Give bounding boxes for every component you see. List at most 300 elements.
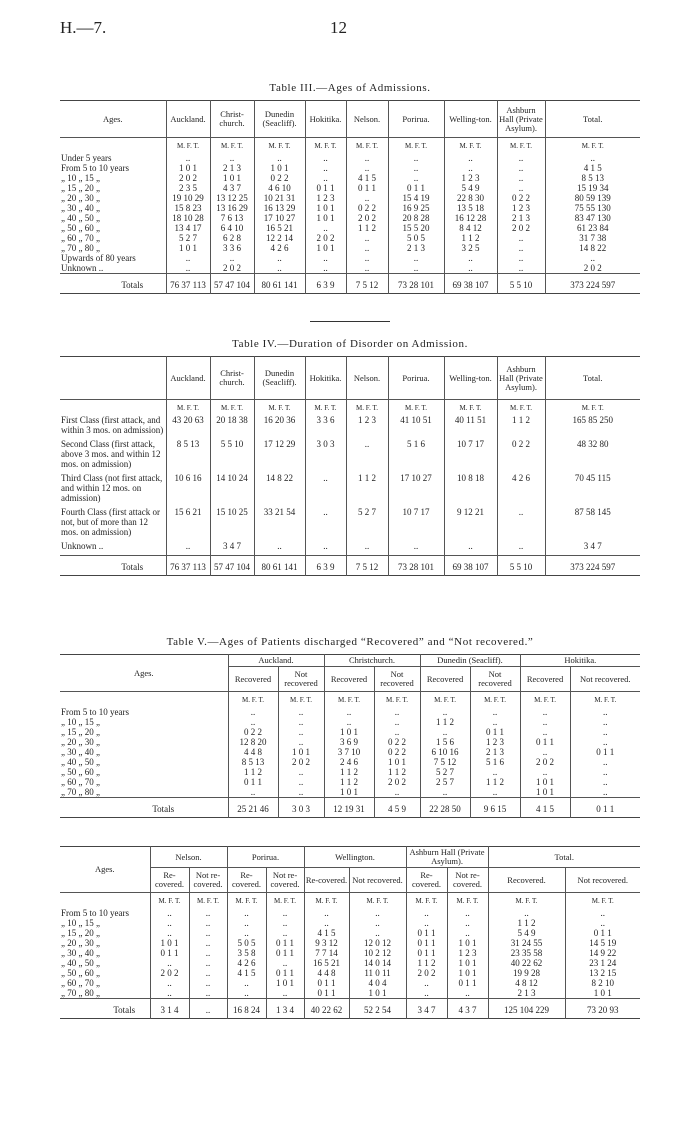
table5-sub-header: Re-covered. <box>304 868 349 893</box>
table-cell: 4 2 6 <box>497 473 545 507</box>
table-cell: .. <box>374 727 420 737</box>
table5-sub-header: Not re-covered. <box>447 868 488 893</box>
table-cell: .. <box>497 253 545 263</box>
totals-cell: 16 8 24 <box>227 999 266 1019</box>
table-cell: .. <box>346 163 388 173</box>
table-cell: 3 6 9 <box>324 737 374 747</box>
table-row <box>60 717 640 727</box>
table4-class-header <box>60 357 166 400</box>
table-cell: 1 1 2 <box>228 767 278 777</box>
table4-group-header: Hokitika. <box>305 357 346 400</box>
table-cell: .. <box>346 153 388 163</box>
totals-row <box>60 798 640 818</box>
table-row <box>60 243 640 253</box>
mft-spacer <box>60 400 166 416</box>
mft-legend: M. F. T. <box>228 692 278 708</box>
table-cell: 1 0 1 <box>278 747 324 757</box>
totals-cell: 69 38 107 <box>444 274 497 294</box>
table-cell: .. <box>470 767 520 777</box>
table-cell: 4 4 8 <box>228 747 278 757</box>
table-cell: 2 0 2 <box>406 968 447 978</box>
mft-legend: M. F. T. <box>254 400 305 416</box>
row-label: Upwards of 80 years <box>60 253 166 263</box>
table-cell: .. <box>406 918 447 928</box>
table3-group-header: Porirua. <box>388 101 444 138</box>
mft-legend: M. F. T. <box>497 400 545 416</box>
table-cell: .. <box>346 233 388 243</box>
totals-cell: 1 3 4 <box>266 999 304 1019</box>
table-row <box>60 173 640 183</box>
table-cell: 15 5 20 <box>388 223 444 233</box>
table-cell: .. <box>278 707 324 717</box>
row-label: Unknown .. <box>60 263 166 274</box>
table-cell: .. <box>488 908 565 918</box>
table3-group-header: Welling-ton. <box>444 101 497 138</box>
table-cell: .. <box>305 223 346 233</box>
mft-legend: M. F. T. <box>278 692 324 708</box>
table-cell: 1 1 2 <box>497 415 545 439</box>
table5-sub-header: Not recovered. <box>565 868 640 893</box>
table-cell: 16 5 21 <box>304 958 349 968</box>
totals-cell: .. <box>189 999 227 1019</box>
table-cell: 0 1 1 <box>346 183 388 193</box>
totals-cell: 80 61 141 <box>254 556 305 576</box>
mft-legend: M. F. T. <box>581 142 604 150</box>
table-cell: 4 1 5 <box>227 968 266 978</box>
table-cell: .. <box>305 153 346 163</box>
mft-legend: M. F. T. <box>591 897 614 905</box>
table-cell: .. <box>603 707 608 717</box>
table5-group-header: Wellington. <box>304 847 406 868</box>
table-cell: 1 0 1 <box>305 213 346 223</box>
row-label: „ 10 „ 15 „ <box>60 717 228 727</box>
table-cell: 1 0 1 <box>447 968 488 978</box>
table-cell: .. <box>189 918 227 928</box>
table-cell: .. <box>388 253 444 263</box>
table-cell: .. <box>447 908 488 918</box>
table-cell: .. <box>346 253 388 263</box>
table5-part1 <box>60 654 640 818</box>
totals-label: Totals <box>60 798 228 818</box>
table-cell: 1 2 3 <box>447 948 488 958</box>
table-cell: 0 1 1 <box>447 978 488 988</box>
table-cell: 12 8 20 <box>228 737 278 747</box>
table-cell: 19 10 29 <box>166 193 210 203</box>
table-cell: 1 0 1 <box>324 727 374 737</box>
table5-sub-header: Re-covered. <box>406 868 447 893</box>
row-label: From 5 to 10 years <box>60 163 166 173</box>
table5-sub-header: Not recovered. <box>349 868 406 893</box>
table-cell: 3 4 7 <box>583 541 602 551</box>
table5-caption: Table V.—Ages of Patients discharged “Recovered” and “Not recovered.” <box>166 636 534 648</box>
table3-group-header: Nelson. <box>346 101 388 138</box>
table-cell: 1 0 1 <box>520 787 570 798</box>
table-cell: .. <box>374 707 420 717</box>
table-cell: .. <box>189 988 227 999</box>
table-cell: .. <box>420 787 470 798</box>
table-row <box>60 415 640 439</box>
table-cell: 0 2 2 <box>497 439 545 473</box>
table-cell: .. <box>278 787 324 798</box>
table-cell: 1 2 3 <box>444 173 497 183</box>
table-cell: 15 10 25 <box>210 507 254 541</box>
table-cell: .. <box>254 253 305 263</box>
row-label: From 5 to 10 years <box>60 908 150 918</box>
table-cell: .. <box>189 968 227 978</box>
mft-legend: M. F. T. <box>406 893 447 909</box>
row-label: „ 10 „ 15 „ <box>60 918 150 928</box>
table-row <box>60 253 640 263</box>
table-cell: 1 1 2 <box>444 233 497 243</box>
table-row <box>60 263 640 274</box>
table-cell: 80 59 139 <box>574 193 611 203</box>
table-cell: .. <box>278 727 324 737</box>
table-row <box>60 948 640 958</box>
table5-sub-header: Recovered <box>520 667 570 692</box>
table-cell: 1 2 3 <box>346 415 388 439</box>
table-cell: 12 2 14 <box>254 233 305 243</box>
table-cell: 0 2 2 <box>497 193 545 203</box>
table-cell: .. <box>406 978 447 988</box>
table-cell: .. <box>603 787 608 797</box>
table-cell: 13 16 29 <box>210 203 254 213</box>
table-cell: .. <box>166 153 210 163</box>
totals-cell: 6 3 9 <box>305 274 346 294</box>
mft-legend: M. F. T. <box>304 893 349 909</box>
table-cell: .. <box>305 163 346 173</box>
table-cell: 19 9 28 <box>488 968 565 978</box>
table-cell: 0 1 1 <box>266 938 304 948</box>
table-cell: .. <box>420 707 470 717</box>
table-cell: .. <box>603 767 608 777</box>
table-cell: 6 4 10 <box>210 223 254 233</box>
table-cell: .. <box>166 263 210 274</box>
table-cell: .. <box>150 918 189 928</box>
table-cell: 7 7 14 <box>304 948 349 958</box>
table5-sub-header: Not recovered <box>278 667 324 692</box>
table-cell: .. <box>254 541 305 556</box>
table-cell: 4 8 12 <box>488 978 565 988</box>
row-label: „ 60 „ 70 „ <box>60 777 228 787</box>
table-cell: 0 1 1 <box>304 988 349 999</box>
table-cell: 15 6 21 <box>166 507 210 541</box>
mft-legend: M. F. T. <box>254 138 305 154</box>
table-cell: 15 19 34 <box>577 183 609 193</box>
table-cell: 1 1 2 <box>346 473 388 507</box>
table-cell: .. <box>520 707 570 717</box>
table-cell: 2 1 3 <box>497 213 545 223</box>
table-cell: .. <box>497 163 545 173</box>
table-cell: 40 22 62 <box>488 958 565 968</box>
row-label: Fourth Class (first attack or not, but of more than 12 mos. on admission) <box>60 507 166 541</box>
table-cell: .. <box>406 988 447 999</box>
table5-sub-header: Recovered <box>228 667 278 692</box>
table-cell: .. <box>254 153 305 163</box>
table-cell: .. <box>444 163 497 173</box>
table-cell: .. <box>278 737 324 747</box>
totals-cell: 5 5 10 <box>497 274 545 294</box>
mft-legend: M. F. T. <box>305 138 346 154</box>
row-label: „ 15 „ 20 „ <box>60 727 228 737</box>
table-cell: 6 2 8 <box>210 233 254 243</box>
table-cell: 3 3 6 <box>210 243 254 253</box>
table-cell: 23 35 58 <box>488 948 565 958</box>
table-cell: 1 0 1 <box>266 978 304 988</box>
table-cell: 0 1 1 <box>388 183 444 193</box>
mft-legend: M. F. T. <box>210 138 254 154</box>
table-cell: 165 85 250 <box>572 415 613 425</box>
table-cell: 0 1 1 <box>304 978 349 988</box>
totals-cell: 25 21 46 <box>228 798 278 818</box>
table-cell: 14 0 14 <box>349 958 406 968</box>
mft-legend: M. F. T. <box>520 692 570 708</box>
table-cell: .. <box>520 767 570 777</box>
table-cell: 1 2 3 <box>305 193 346 203</box>
totals-row <box>60 556 640 576</box>
totals-cell: 3 1 4 <box>150 999 189 1019</box>
table-cell: 2 1 3 <box>210 163 254 173</box>
table-cell: 16 12 28 <box>444 213 497 223</box>
mft-legend: M. F. T. <box>166 400 210 416</box>
table-cell: .. <box>497 153 545 163</box>
table-cell: 16 9 25 <box>388 203 444 213</box>
table-cell: 1 1 2 <box>324 777 374 787</box>
table3-group-header: Christ-church. <box>210 101 254 138</box>
table-cell: .. <box>388 541 444 556</box>
table-cell: 9 3 12 <box>304 938 349 948</box>
table-cell: .. <box>520 747 570 757</box>
table-cell: 13 12 25 <box>210 193 254 203</box>
table-cell: .. <box>189 958 227 968</box>
table-cell: 5 4 9 <box>488 928 565 938</box>
table5-sub-header: Recovered. <box>488 868 565 893</box>
row-label: Unknown .. <box>60 541 166 556</box>
table-row <box>60 988 640 999</box>
totals-cell: 9 6 15 <box>470 798 520 818</box>
table-cell: 10 2 12 <box>349 948 406 958</box>
table-cell: .. <box>150 928 189 938</box>
totals-cell: 22 28 50 <box>420 798 470 818</box>
table-row <box>60 707 640 717</box>
table-cell: .. <box>444 541 497 556</box>
row-label: „ 30 „ 40 „ <box>60 948 150 958</box>
table5-sub-header: Recovered <box>420 667 470 692</box>
table-cell: 9 12 21 <box>444 507 497 541</box>
table-cell: 41 10 51 <box>388 415 444 439</box>
section-divider <box>310 321 390 322</box>
table-cell: 1 0 1 <box>324 787 374 798</box>
mft-legend: M. F. T. <box>189 893 227 909</box>
table-row <box>60 918 640 928</box>
table-row <box>60 727 640 737</box>
table-cell: .. <box>266 908 304 918</box>
table-cell: .. <box>266 918 304 928</box>
table-cell: .. <box>346 193 388 203</box>
table-cell: .. <box>228 787 278 798</box>
table-cell: 13 5 18 <box>444 203 497 213</box>
mft-legend: M. F. T. <box>388 138 444 154</box>
table-cell: 13 4 17 <box>166 223 210 233</box>
mft-legend: M. F. T. <box>349 893 406 909</box>
table4-group-header: Total. <box>545 357 640 400</box>
table-cell: 0 1 1 <box>266 948 304 958</box>
totals-cell: 80 61 141 <box>254 274 305 294</box>
table-cell: 4 6 10 <box>254 183 305 193</box>
table-cell: 0 2 2 <box>228 727 278 737</box>
table3-group-header: Dunedin (Seacliff). <box>254 101 305 138</box>
table5-group-header: Nelson. <box>150 847 227 868</box>
table-cell: 5 2 7 <box>420 767 470 777</box>
table5-group-header: Christchurch. <box>324 655 420 667</box>
table-cell: 1 2 3 <box>497 203 545 213</box>
table-cell: .. <box>150 988 189 999</box>
table-cell: 3 0 3 <box>305 439 346 473</box>
table-cell: .. <box>520 727 570 737</box>
totals-row <box>60 274 640 294</box>
table-cell: 0 2 2 <box>374 747 420 757</box>
table-cell: 14 9 22 <box>589 948 617 958</box>
table-row <box>60 473 640 507</box>
table-cell: 22 8 30 <box>444 193 497 203</box>
totals-label: Totals <box>60 999 150 1019</box>
table-cell: .. <box>447 988 488 999</box>
table-cell: 20 18 38 <box>210 415 254 439</box>
table-cell: .. <box>210 253 254 263</box>
table-row <box>60 439 640 473</box>
table-cell: 10 7 17 <box>444 439 497 473</box>
table4-group-header: Auckland. <box>166 357 210 400</box>
table5-sub-header: Not recovered <box>374 667 420 692</box>
table-cell: 1 1 2 <box>324 767 374 777</box>
table5-sub-header: Re-covered. <box>227 868 266 893</box>
table-cell: 7 6 13 <box>210 213 254 223</box>
table5-sub-header: Not re-covered. <box>266 868 304 893</box>
table-cell: 48 32 80 <box>577 439 609 449</box>
table-cell: 1 0 1 <box>166 243 210 253</box>
totals-cell: 125 104 229 <box>488 999 565 1019</box>
table-row <box>60 163 640 173</box>
table-row <box>60 908 640 918</box>
table-cell: .. <box>497 263 545 274</box>
table-cell: 33 21 54 <box>254 507 305 541</box>
mft-legend: M. F. T. <box>444 138 497 154</box>
totals-cell: 57 47 104 <box>210 556 254 576</box>
totals-cell: 373 224 597 <box>545 556 640 576</box>
table-cell: .. <box>266 988 304 999</box>
table-cell: .. <box>520 717 570 727</box>
row-label: „ 20 „ 30 „ <box>60 938 150 948</box>
table-cell: .. <box>497 507 545 541</box>
totals-cell: 6 3 9 <box>305 556 346 576</box>
table-cell: .. <box>600 918 606 928</box>
row-label: „ 30 „ 40 „ <box>60 203 166 213</box>
table-row <box>60 767 640 777</box>
table-cell: 0 1 1 <box>596 747 615 757</box>
mft-legend: M. F. T. <box>420 692 470 708</box>
table-cell: .. <box>305 473 346 507</box>
row-label: „ 70 „ 80 „ <box>60 243 166 253</box>
table-cell: 10 7 17 <box>388 507 444 541</box>
table-cell: 0 1 1 <box>406 928 447 938</box>
table4-duration-of-disorder <box>60 356 640 576</box>
table-cell: 2 0 2 <box>520 757 570 767</box>
row-label: „ 20 „ 30 „ <box>60 737 228 747</box>
table-row <box>60 737 640 747</box>
page-series-label: H.—7. <box>60 18 107 37</box>
table-cell: 14 5 19 <box>589 938 617 948</box>
table4-group-header: Ashburn Hall (Private Asylum). <box>497 357 545 400</box>
table5-sub-header: Not re-covered. <box>189 868 227 893</box>
table5-ages-header: Ages. <box>60 847 150 893</box>
table4-group-header: Christ-church. <box>210 357 254 400</box>
table-cell: .. <box>603 727 608 737</box>
table-cell: 5 0 5 <box>227 938 266 948</box>
table-cell: 5 0 5 <box>388 233 444 243</box>
table-cell: .. <box>189 948 227 958</box>
table-cell: 31 7 38 <box>579 233 607 243</box>
table-cell: 2 0 2 <box>346 213 388 223</box>
table-cell: .. <box>227 918 266 928</box>
table-row <box>60 153 640 163</box>
table-cell: 6 10 16 <box>420 747 470 757</box>
totals-row <box>60 999 640 1019</box>
totals-cell: 7 5 12 <box>346 274 388 294</box>
table-cell: 1 2 3 <box>470 737 520 747</box>
table-cell: .. <box>227 928 266 938</box>
table-cell: 0 2 2 <box>346 203 388 213</box>
totals-cell: 73 28 101 <box>388 556 444 576</box>
table-row <box>60 747 640 757</box>
table-cell: 61 23 84 <box>577 223 609 233</box>
row-label: „ 40 „ 50 „ <box>60 213 166 223</box>
table-cell: 0 1 1 <box>520 737 570 747</box>
table-cell: 2 1 3 <box>388 243 444 253</box>
table-cell: .. <box>150 958 189 968</box>
table-cell: .. <box>305 507 346 541</box>
table-cell: 1 0 1 <box>305 203 346 213</box>
totals-cell: 52 2 54 <box>349 999 406 1019</box>
table-cell: .. <box>444 263 497 274</box>
table-cell: 1 1 2 <box>420 717 470 727</box>
row-label: „ 70 „ 80 „ <box>60 787 228 798</box>
table3-ages-header: Ages. <box>60 101 166 138</box>
table-cell: .. <box>324 707 374 717</box>
mft-legend: M. F. T. <box>166 138 210 154</box>
table-cell: .. <box>305 173 346 183</box>
mft-legend: M. F. T. <box>497 138 545 154</box>
row-label: „ 30 „ 40 „ <box>60 747 228 757</box>
table-cell: .. <box>189 928 227 938</box>
table-cell: 1 0 1 <box>520 777 570 787</box>
table-cell: 5 4 9 <box>444 183 497 193</box>
table-cell: .. <box>254 263 305 274</box>
table3-group-header: Ashburn Hall (Private Asylum). <box>497 101 545 138</box>
table5-sub-header: Not recovered. <box>570 667 640 692</box>
table-cell: .. <box>227 908 266 918</box>
table-cell: 2 3 5 <box>166 183 210 193</box>
table-cell: .. <box>346 541 388 556</box>
table-cell: 4 3 7 <box>210 183 254 193</box>
table-cell: 5 5 10 <box>210 439 254 473</box>
table-row <box>60 193 640 203</box>
totals-cell: 3 4 7 <box>406 999 447 1019</box>
table-cell: 13 2 15 <box>589 968 617 978</box>
table-cell: 1 1 2 <box>470 777 520 787</box>
table-row <box>60 928 640 938</box>
row-label: „ 15 „ 20 „ <box>60 183 166 193</box>
mft-legend: M. F. T. <box>444 400 497 416</box>
totals-cell: 40 22 62 <box>304 999 349 1019</box>
